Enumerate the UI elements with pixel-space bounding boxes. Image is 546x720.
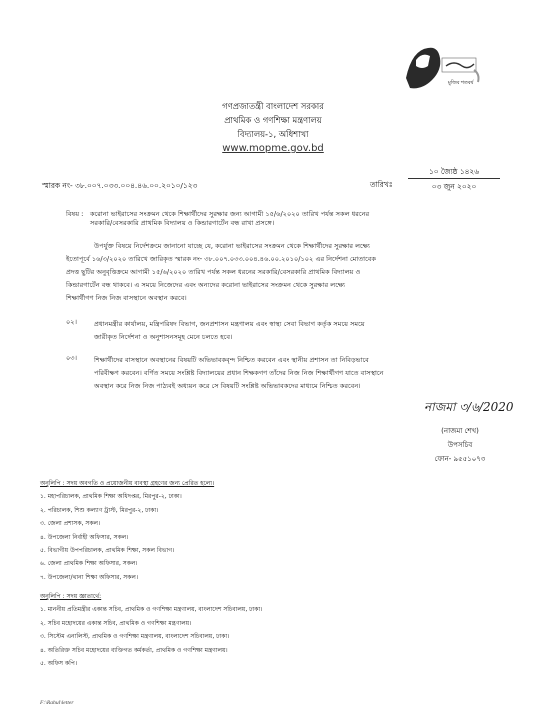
signatory-phone: ফোন- ৯৫৫১০৭৩ <box>434 455 486 463</box>
paragraph-3-number: ০৩। <box>66 354 77 362</box>
list-item: ২. সচিব মহোদয়ের একান্ত সচিব, প্রাথমিক ও গণশিক্ষা মন্ত্রণালয়। <box>40 619 192 627</box>
paragraph-2 <box>94 318 512 344</box>
list-item: ২. পরিচালক, শিশু কল্যাণ ট্রাস্ট, মিরপুর-২, ঢাকা। <box>40 506 159 514</box>
signatory-designation: উপসচিব <box>447 441 473 449</box>
list-item: ৫. বিভাগীয় উপপরিচালক, প্রাথমিক শিক্ষা, সকল বিভাগ। <box>40 547 175 555</box>
signatory-name: (নাজমা শেখ) <box>441 427 479 435</box>
mujib-borsho-logo <box>398 40 484 96</box>
copy-list-action <box>40 477 214 584</box>
copy-list-info <box>40 590 262 670</box>
subject-line: সরকারি/বেসরকারি প্রাথমিক বিদ্যালয় ও কিন্ডারগার্টেন বন্ধ রাখা প্রসঙ্গে। <box>90 218 275 227</box>
logo-caption: মুজিব শতবর্ষ <box>448 80 474 86</box>
paragraph-2-number: ০২। <box>66 318 77 326</box>
date-bangla: ১০ জ্যৈষ্ঠ ১৪২৬ <box>408 167 500 179</box>
paragraph-line: প্রদত্ত ছুটির অনুবৃত্তিক্রমে আগামী ১৫/৬/২০২০ তারিখ পর্যন্ত সকল ধরনের সরকারি/বেসরকারি প্রাথমিক বিদ্যালয় ও <box>66 268 361 276</box>
memo-ref-label: স্মারক নং- <box>42 181 73 190</box>
memo-ref-number: ৩৮.০০৭.০৩৩.০০৪.৪৬.০০.২০১০/১২৩ <box>75 181 198 190</box>
list-item: ৪. অতিরিক্ত সচিব মহোদয়ের ব্যক্তিগত কর্মকর্তা, প্রাথমিক ও গণশিক্ষা মন্ত্রণালয়। <box>40 646 228 654</box>
list-item: ১. মাননীয় প্রতিমন্ত্রীর একান্ত সচিব, প্রাথমিক ও গণশিক্ষা মন্ত্রণালয়, বাংলাদেশ সচিবালয়, ঢাকা। <box>40 606 263 614</box>
section-name: বিদ্যালয়-১, অধিশাখা <box>237 129 309 139</box>
paragraph-line: প্রধানমন্ত্রীর কার্যালয়, মন্ত্রিপরিষদ বিভাগ, জনপ্রশাসন মন্ত্রণালয় এবং স্বাস্থ্য সেবা বিভাগ কর্তৃক সময়ে সময়ে <box>94 320 365 328</box>
ministry-name: প্রাথমিক ও গণশিক্ষা মন্ত্রণালয় <box>224 115 322 125</box>
signatory-block <box>420 424 500 466</box>
subject-label: বিষয় : <box>66 210 84 218</box>
subject-line: করোনা ভাইরাসের সংক্রমন থেকে শিক্ষার্থীদের সুরক্ষার জন্য আগামী ১৫/৬/২০২০ তারিখ পর্যন্ত সকল ধরনের <box>90 210 370 218</box>
date-label: তারিখঃ <box>370 180 393 189</box>
paragraph-line: ইতোপূর্বে ১৬/৩/২০২০ তারিখে জারিকৃত স্মারক নং- ৩৮.০০৭.০৩৩.০০৪.৪৬.০০.২০১০/১০২ এর নির্দেশনা মোতাবেক <box>66 255 377 263</box>
website-link[interactable]: www.mopme.gov.bd <box>222 143 324 154</box>
paragraph-line: জারীকৃত নির্দেশনা ও অনুশাসনসমূহ মেনে চলতে হবে। <box>94 333 233 341</box>
subject-block <box>90 210 510 228</box>
paragraph-line: কিন্ডারগার্টেন বন্ধ থাকবে। এ সময়ে নিজেদের এবং অন্যদের করোনা ভাইরাসের সংক্রমন থেকে সুরক্ষার লক্ষ্যে <box>66 281 346 289</box>
paragraph-line: উপর্যুক্ত বিষয়ে নির্দেশক্রমে জানানো যাচ্ছে যে, করোনা ভাইরাসের সংক্রমন থেকে শিক্ষার্থীদের সুরক্ষার লক্ষ্যে <box>94 242 370 250</box>
handwritten-signature: নাজমা ৩/৬/2020 <box>424 400 514 414</box>
list-item: ৭. উপজেলা/থানা শিক্ষা অফিসার, সকল। <box>40 573 138 581</box>
paragraph-line: শিক্ষার্থীগণ নিজ নিজ বাসস্থানে অবস্থান করবে। <box>66 294 187 302</box>
copy-heading: অনুলিপি : সদয় জ্ঞাতার্থে: <box>40 593 102 600</box>
date-english: ০৩ জুন ২০২০ <box>431 182 477 191</box>
list-item: ৫. অফিস কপি। <box>40 660 78 668</box>
paragraph-1 <box>66 240 512 305</box>
paragraph-3 <box>94 354 512 393</box>
list-item: ১. মহাপরিচালক, প্রাথমিক শিক্ষা অধিদপ্তর, মিরপুর-২, ঢাকা। <box>40 493 182 501</box>
list-item: ৬. জেলা প্রাথমিক শিক্ষা অফিসার, সকল। <box>40 560 138 568</box>
list-item: ৩. সিস্টেম এনালিস্ট, প্রাথমিক ও গণশিক্ষা মন্ত্রণালয়, বাংলাদেশ সচিবালয়, ঢাকা। <box>40 633 230 641</box>
paragraph-line: অবস্থান করে নিজ নিজ পাঠ্যবই অধ্যয়ন করে সে বিষয়টি সংশ্লিষ্ট অভিভাবকদের মাধ্যমে নিশ্চিত করবেন। <box>94 382 361 390</box>
paragraph-line: পরিবীক্ষণ করবেন। বর্ণিত সময়ে সংশ্লিষ্ট বিদ্যালয়ের প্রধান শিক্ষকগণ তাঁদের নিজ নিজ শিক্ষার্থীগণ যাতে বাসস্থানে <box>94 369 384 377</box>
copy-heading: অনুলিপি : সদয় অবগতি ও প্রয়োজনীয় ব্যবস্থা গ্রহণের জন্য প্রেরিত হলো। <box>40 480 215 487</box>
list-item: ৩. জেলা প্রশাসক, সকল। <box>40 520 101 528</box>
list-item: ৪. উপজেলা নির্বাহী অফিসার, সকল। <box>40 533 129 541</box>
govt-name: গণপ্রজাতন্ত্রী বাংলাদেশ সরকার <box>222 101 324 111</box>
paragraph-line: শিক্ষার্থীদের বাসস্থানে অবস্থানের বিষয়টি অভিভাবকবৃন্দ নিশ্চিত করবেন এবং স্থানীয় প্রশাসন তা নিবিড়ভাবে <box>94 356 369 364</box>
file-path: F:\Rahul\letter <box>40 700 74 706</box>
memo-ref <box>42 181 197 191</box>
